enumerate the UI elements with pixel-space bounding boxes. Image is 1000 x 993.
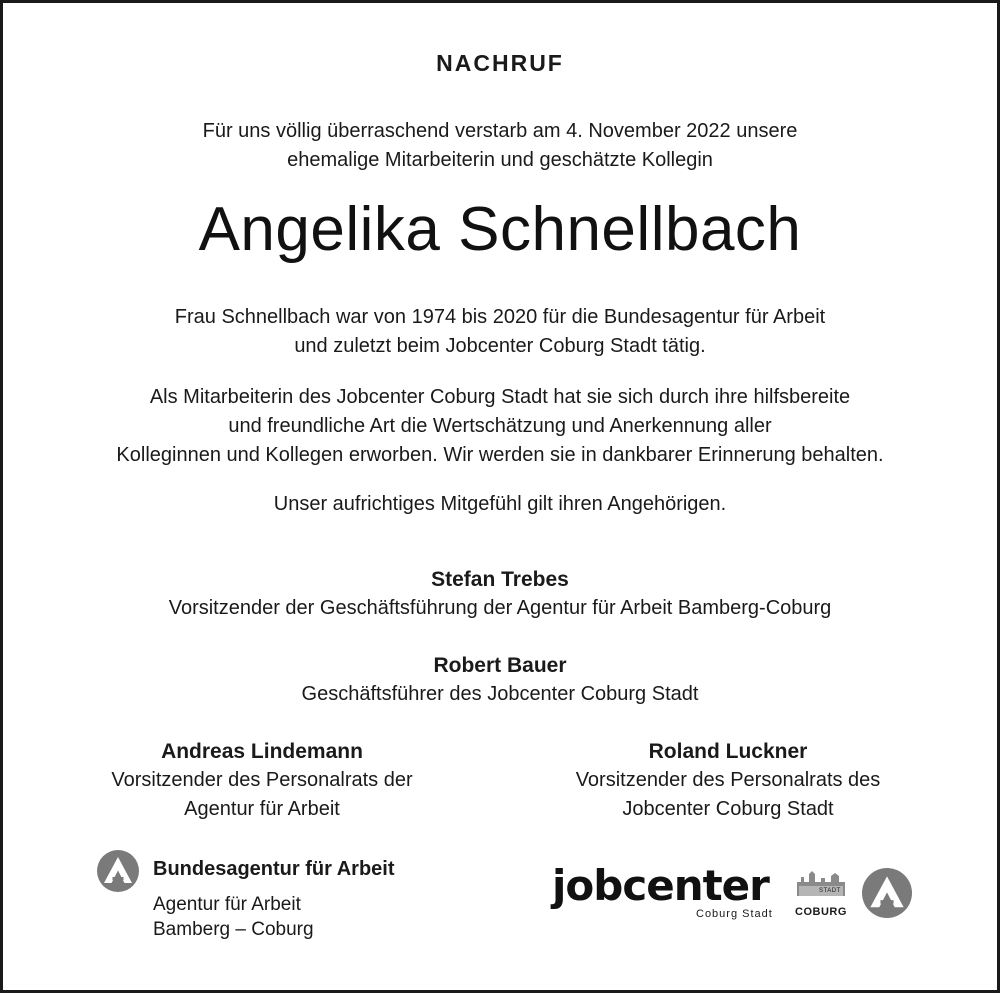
signatory-2-name: Robert Bauer (433, 654, 567, 677)
ba-title: Bundesagentur für Arbeit (153, 858, 395, 880)
ba-a-icon-secondary (862, 868, 912, 918)
paragraph-2-line-2: und freundliche Art die Wertschätzung und Anerkennung aller (228, 415, 772, 437)
jobcenter-subtitle: Coburg Stadt (696, 908, 773, 920)
deceased-name: Angelika Schnellbach (198, 195, 802, 264)
signatory-3-name: Andreas Lindemann (161, 740, 363, 763)
ba-subtitle-line-2: Bamberg – Coburg (153, 919, 314, 940)
ba-subtitle (153, 892, 314, 942)
ba-subtitle-line-1: Agentur für Arbeit (153, 894, 301, 915)
paragraph-2-line-3: Kolleginnen und Kollegen erworben. Wir werden sie in dankbarer Erinnerung behalten. (116, 444, 884, 466)
signatory-1 (0, 566, 1000, 623)
signatory-3-role-line-1: Vorsitzender des Personalrats der (111, 769, 413, 791)
ba-logo (97, 848, 427, 948)
intro-text (0, 117, 1000, 175)
jobcenter-wordmark: jobcenter (552, 861, 769, 910)
signatory-3-role-line-2: Agentur für Arbeit (184, 798, 340, 820)
coburg-logo (795, 868, 849, 924)
signatory-4-name: Roland Luckner (648, 740, 808, 763)
jobcenter-logo (552, 862, 792, 932)
paragraph-1 (0, 303, 1000, 361)
signatory-1-name: Stefan Trebes (431, 568, 569, 591)
intro-line-2: ehemalige Mitarbeiterin und geschätzte Kollegin (287, 149, 713, 171)
signatory-2 (0, 652, 1000, 709)
ba-a-icon (97, 850, 139, 892)
signatory-1-role: Vorsitzender der Geschäftsführung der Agentur für Arbeit Bamberg-Coburg (168, 597, 832, 619)
intro-line-1: Für uns völlig überraschend verstarb am 4. November 2022 unsere (202, 120, 798, 142)
heading: NACHRUF (436, 50, 564, 76)
paragraph-1-line-2: und zuletzt beim Jobcenter Coburg Stadt tätig. (294, 335, 706, 357)
coburg-small-text: STADT (819, 888, 841, 894)
signatory-4-role-line-2: Jobcenter Coburg Stadt (622, 798, 834, 820)
signatory-4-role-line-1: Vorsitzender des Personalrats des (575, 769, 881, 791)
signatory-3 (52, 738, 472, 824)
paragraph-2-line-1: Als Mitarbeiterin des Jobcenter Coburg Stadt hat sie sich durch ihre hilfsbereite (149, 386, 851, 408)
paragraph-1-line-1: Frau Schnellbach war von 1974 bis 2020 für die Bundesagentur für Arbeit (174, 306, 826, 328)
paragraph-3: Unser aufrichtiges Mitgefühl gilt ihren Angehörigen. (273, 493, 727, 515)
paragraph-2 (0, 383, 1000, 470)
coburg-name: COBURG (795, 906, 847, 918)
signatory-2-role: Geschäftsführer des Jobcenter Coburg Stadt (301, 683, 699, 705)
signatory-4 (518, 738, 938, 824)
